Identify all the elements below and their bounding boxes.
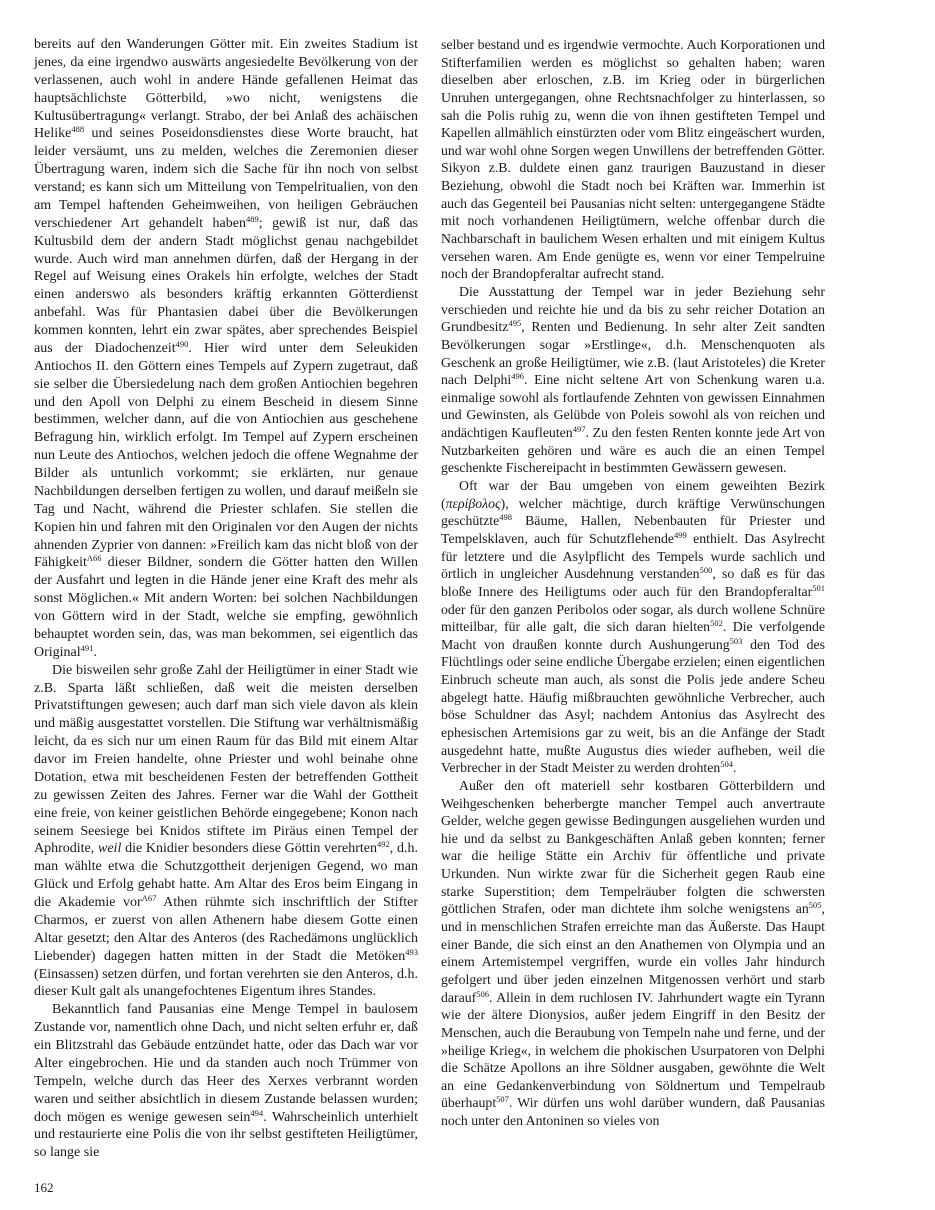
footnote-marker: 490 bbox=[175, 338, 189, 349]
text-run: Bekanntlich fand Pausanias eine Menge Tempel in baulosem Zustande vor, namentlich ohne Dach, und nicht selten erfuhr er, daß ein Blitzstrahl das Gebäude entzündet hatte, oder das Dach war vor Alter eingebrochen. Hie und da standen auch noch Trümmer von Tempeln, welche durch das Heer des Xerxes verbrannt worden waren und seither absichtlich in diesem Zustande belassen wurden; doch mögen es wenige gewesen sein bbox=[34, 1002, 418, 1125]
text-run: . Allein in dem ruchlosen IV. Jahrhundert wagte ein Tyrann wie der ältere Dionysios, außer jedem Eingriff in den Besitz der Menschen, auch die Beraubung von Tempeln nahe und ferne, und der »heilige Krieg«, in welchem die phokischen Usurpatoren von Delphi die Schätze Apollons an ihre Söldner ausgaben, gewöhnte die Welt an eine Gedankenverbindung von Söldnertum und Tempelraub überhaupt bbox=[441, 989, 825, 1111]
paragraph bbox=[34, 1001, 418, 1162]
footnote-marker: 493 bbox=[405, 946, 418, 957]
footnote-marker: 496 bbox=[511, 371, 524, 382]
footnote-marker: 497 bbox=[572, 424, 586, 435]
text-run: oder für den ganzen Peribolos oder sogar, als durch wollene Schnüre mitteilbar, für alle galt, die sich daran hielten bbox=[441, 601, 825, 635]
text-run: Die Ausstattung der Tempel war in jeder Beziehung sehr verschieden und reichte hie und da bis zu sehr reicher Dotation an Grundbesitz bbox=[441, 283, 825, 335]
paragraph bbox=[34, 36, 418, 662]
footnote-marker: 495 bbox=[508, 318, 522, 329]
text-run: Bäume, Hallen, Nebenbauten für Priester und Tempelsklaven, auch für Schutzflehende bbox=[441, 513, 825, 546]
text-run: selber bestand und es irgendwie vermochte. Auch Korporationen und Stifterfamilien werden es möglichst so gehalten haben; waren dieselben aber erloschen, z.B. im Krieg oder in bürgerlichen Unruhen untergegangen, ohne Rechtsnachfolger zu hinterlassen, so sah die Polis ruhig zu, wenn die von ihnen gestifteten Tempel und Kapellen allmählich einstürzten oder vom Blitz eingeäschert wurden, und war wohl ohne Sorgen wegen Unwillens der betreffenden Götter. Sikyon z.B. duldete einen ganz traurigen Bauzustand in dieser Beziehung, obwohl die Stadt noch bei Kräften war. Immerhin ist auch das Gegenteil bei Pausanias nicht selten: untergegangene Städte mit noch vorhandenen Heiligtümern, welche offenbar durch die Nachbarschaft in baulichem Wesen erhalten und mit einigem Kultus versehen waren. Am Ende genügte es, wenn vor einer Tempelruine noch der Brandopferaltar aufrecht stand. bbox=[441, 37, 825, 282]
text-run: (Einsassen) setzen dürfen, und fortan verehrten sie den Anteros, d.h. dieser Kult galt als unangefochtenes Eigentum ihres Standes. bbox=[34, 966, 418, 1000]
text-run: . Zu den festen Renten konnte jede Art von Nutzbarkeiten gehören und wäre es auch die an einen Tempel geschenkte Fischereipacht in bestimmten Gewässern gewesen. bbox=[441, 425, 825, 476]
text-run: Die bisweilen sehr große Zahl der Heiligtümer in einer Stadt wie z.B. Sparta läßt schließen, daß weit die meisten derselben Privatstiftungen gewesen; auch darf man sich viele davon als klein und mäßig ausgestattet vorstellen. Die Stiftung war verhältnismäßig leicht, da es sich nur um einen Raum für das Bild mit einem Altar davor im Freien handelte, ohne Priester und wohl beinahe ohne Dotation, etwa mit bescheidenen Festen der betreffenden Gottheit zu gewissen Zeiten des Jahres. Ferner war die Wahl der Gottheit eine freie, von keiner geistlichen Behörde eingegebene; Konon nach seinem Seesiege bei Knidos stiftete im Piräus einen Tempel der Aphrodite, bbox=[34, 662, 418, 857]
text-run: bereits auf den Wanderungen Götter mit. Ein zweites Stadium ist jenes, da eine irgendwo auswärts angesiedelte Bevölkerung von der verlassenen, auch wohl in andere Hände gefallenen Heimat das hauptsächlichste Götterbild, »wo nicht, wenigstens die Kultusübertragung« verlangt. Strabo, der bei Anlaß des achäischen Helike bbox=[34, 37, 418, 142]
text-run: , und in menschlichen Strafen erreichte man das Äußerste. Das Haupt einer Bande, die sich einst an den Anathemen von Olympia und an einem Artemistempel vergriffen, wurde ein volles Jahr hindurch gefolgert und über jeden einzelnen Mitgenossen verhört und starb darauf bbox=[441, 901, 825, 1005]
footnote-marker: 492 bbox=[377, 839, 390, 850]
footnote-marker: A67 bbox=[141, 893, 157, 903]
paragraph bbox=[441, 777, 825, 1130]
text-run: Oft war der Bau umgeben von einem geweihten Bezirk ( bbox=[441, 478, 825, 511]
text-run: Athen rühmte sich inschriftlich der Stifter Charmos, er zuerst von allen Athenern habe diesem Gotte einen Altar gesetzt; den Altar des Anteros (des Rachedämons unglücklich Liebender) dagegen hatten mitten in der Stadt die Metöken bbox=[34, 895, 419, 964]
text-run: die Knidier besonders diese Göttin verehrten bbox=[121, 841, 378, 857]
footnote-marker: 505 bbox=[808, 900, 822, 911]
text-run: Außer den oft materiell sehr kostbaren Götterbildern und Weihgeschenken beherbergte mancher Tempel auch anvertraute Gelder, welche gegen gewisse Bedingungen ausgeliehen wurden und hie und da selbst zu Bankgeschäften Anlaß geben konnten; ferner war die heilige Stätte ein Archiv für öffentliche und private Urkunden. Nun wirkte zwar für die Sicherheit gegen Raub eine starke Superstition; dem Tempelräuber folgten die schwersten göttlichen Strafen, oder man dichtete ihm solche wenigstens an bbox=[441, 777, 825, 917]
text-run: , d.h. man wählte etwa die Schutzgottheit derjenigen Gegend, wo man Glück und Erfolg gehabt hatte. Am Altar des Eros beim Eingang in die Akademie vor bbox=[34, 841, 418, 910]
footnote-marker: 500 bbox=[699, 565, 713, 576]
page-number: 162 bbox=[34, 1180, 54, 1195]
text-run: dieser Bildner, sondern die Götter hatten den Willen der Ausfahrt und legten in die Hände jener eine Kraft des mehr als sonst Möglichen.« Mit andern Worten: bei solchen Nachbildungen von Göttern wird in der Stadt, welche sie empfing, gewöhnlich behauptet worden sein, das, was man bekommen, sei eigentlich das Original bbox=[34, 555, 418, 660]
text-run: . Hier wird unter dem Seleukiden Antiochos II. den Göttern eines Tempels auf Zypern zugetraut, daß sie selber die Übersiedelung nach dem großen Antiochien begehren und den Apoll von Delphi zu einem Bescheid in diesem Sinne bestimmen, welcher dann, auf die von Antiochien aus geschehene Befragung hin, wirklich erfolgt. Im Tempel auf Zypern erscheinen nun Leute des Antiochos, welchen jedoch die offene Wegnahme der Bilder als untunlich vorkommt; sie erklärten, nur genaue Nachbildungen derselben fertigen zu wollen, und darauf meißeln sie Tag und Nacht, während die Priester schlafen. Sie stellen die Kopien hin und fahren mit den Originalen vor den Augen der nichts ahnenden Zyprier von dannen: »Freilich kam das nicht bloß von der Fähigkeit bbox=[34, 340, 418, 571]
footnote-marker: 504 bbox=[720, 759, 734, 770]
footnote-marker: 506 bbox=[476, 988, 489, 999]
text-run: . Wir dürfen uns wohl darüber wundern, daß Pausanias noch unter den Antoninen so vieles von bbox=[441, 1095, 825, 1129]
footnote-marker: 501 bbox=[812, 582, 825, 593]
paragraph bbox=[34, 662, 418, 1002]
text-run: . Eine nicht seltene Art von Schenkung waren u.a. einmalige sowohl als fortlaufende Zehnten von gewissen Einnahmen und Gewinsten, als Gelübde von Poleis sowohl als von reichen und andächtigen Kaufleuten bbox=[441, 372, 826, 441]
text-run: . bbox=[733, 760, 737, 776]
footnote-marker: 488 bbox=[71, 124, 85, 135]
text-run: . Wahrscheinlich unterhielt und restaurierte eine Polis die von ihr selbst gestifteten Heiligtümer, so lange sie bbox=[34, 1109, 418, 1161]
italic-text: περίβολος bbox=[445, 495, 501, 511]
paragraph bbox=[441, 36, 825, 283]
text-run: und seines Poseidonsdienstes diese Worte braucht, hat leider versäumt, uns zu melden, welches die Zeremonien dieser Übertragung waren, indem sich die Sache für ihn noch von selbst verstand; es kann sich um Mitteilung von Tempelritualien, von den am Tempel haftenden Geheimweihen, von heiligen Gebräuchen verschiedener Art gehandelt haben bbox=[34, 126, 418, 231]
footnote-marker: 507 bbox=[496, 1094, 509, 1105]
text-run: ; gewiß ist nur, daß das Kultusbild dem der andern Stadt möglichst genau nachgebildet wurde. Auch wird man annehmen dürfen, daß der Hergang in der Regel auf Weisung eines Orakels hin erfolgte, welches der Stadt einen anderswo als besonders kräftig erkannten Götterdienst anbefahl. Was für Phantasien dabei über die Bevölkerungen kommen konnten, lehrt ein zwar spätes, aber sprechendes Beispiel aus der Diadochenzeit bbox=[34, 215, 418, 356]
footnote-marker: 502 bbox=[710, 618, 723, 629]
footnote-marker: 489 bbox=[245, 213, 259, 224]
text-run: enthielt. Das Asylrecht für letztere und die Asylpflicht des Tempels wurde sachlich und örtlich in ungleicher Ausdehnung verstanden bbox=[441, 530, 825, 582]
text-run: , Renten und Bedienung. In sehr alter Zeit sandten Bevölkerungen sogar »Erstlinge«, d.h. Menschenquoten als Geschenk an große Heiligtümer, wie z.B. (laut Aristoteles) die Kreter nach Delphi bbox=[441, 319, 825, 388]
text-run: ), welcher mächtige, durch kräftige Verwünschungen geschützte bbox=[441, 495, 825, 529]
footnote-marker: 494 bbox=[250, 1107, 264, 1118]
text-run: . bbox=[93, 644, 97, 660]
footnote-marker: 491 bbox=[80, 642, 94, 653]
footnote-marker: 499 bbox=[674, 529, 687, 540]
right-column bbox=[441, 36, 825, 1130]
text-run: . Die verfolgende Macht von draußen konnte durch Aushungerung bbox=[441, 619, 825, 652]
paragraph bbox=[441, 477, 825, 777]
footnote-marker: 503 bbox=[729, 635, 743, 646]
text-run: , so daß es für das bloße Innere des Heiligtums oder auch für den Brandopferaltar bbox=[441, 566, 826, 599]
paragraph bbox=[441, 283, 825, 477]
italic-text: weil bbox=[98, 841, 122, 857]
footnote-marker: 498 bbox=[499, 512, 512, 523]
footnote-marker: A66 bbox=[86, 553, 102, 564]
left-column bbox=[34, 36, 418, 1162]
text-run: den Tod des Flüchtlings oder seine endliche Übergabe erzielen; einen eigentlichen Einbruch scheute man auch, als sonst die Polis jede andere Scheu abgelegt hatte. Häufig mißbrauchten gewöhnliche Verbrecher, auch böse Schuldner das Asyl; nachdem Antonius das Asylrecht des ephesischen Artemisions gar zu weit, bis an die Anfänge der Stadt ausgedehnt hatte, mußte Augustus dies wieder aufheben, weil die Verbrecher in der Stadt Meister zu werden drohten bbox=[441, 636, 825, 776]
